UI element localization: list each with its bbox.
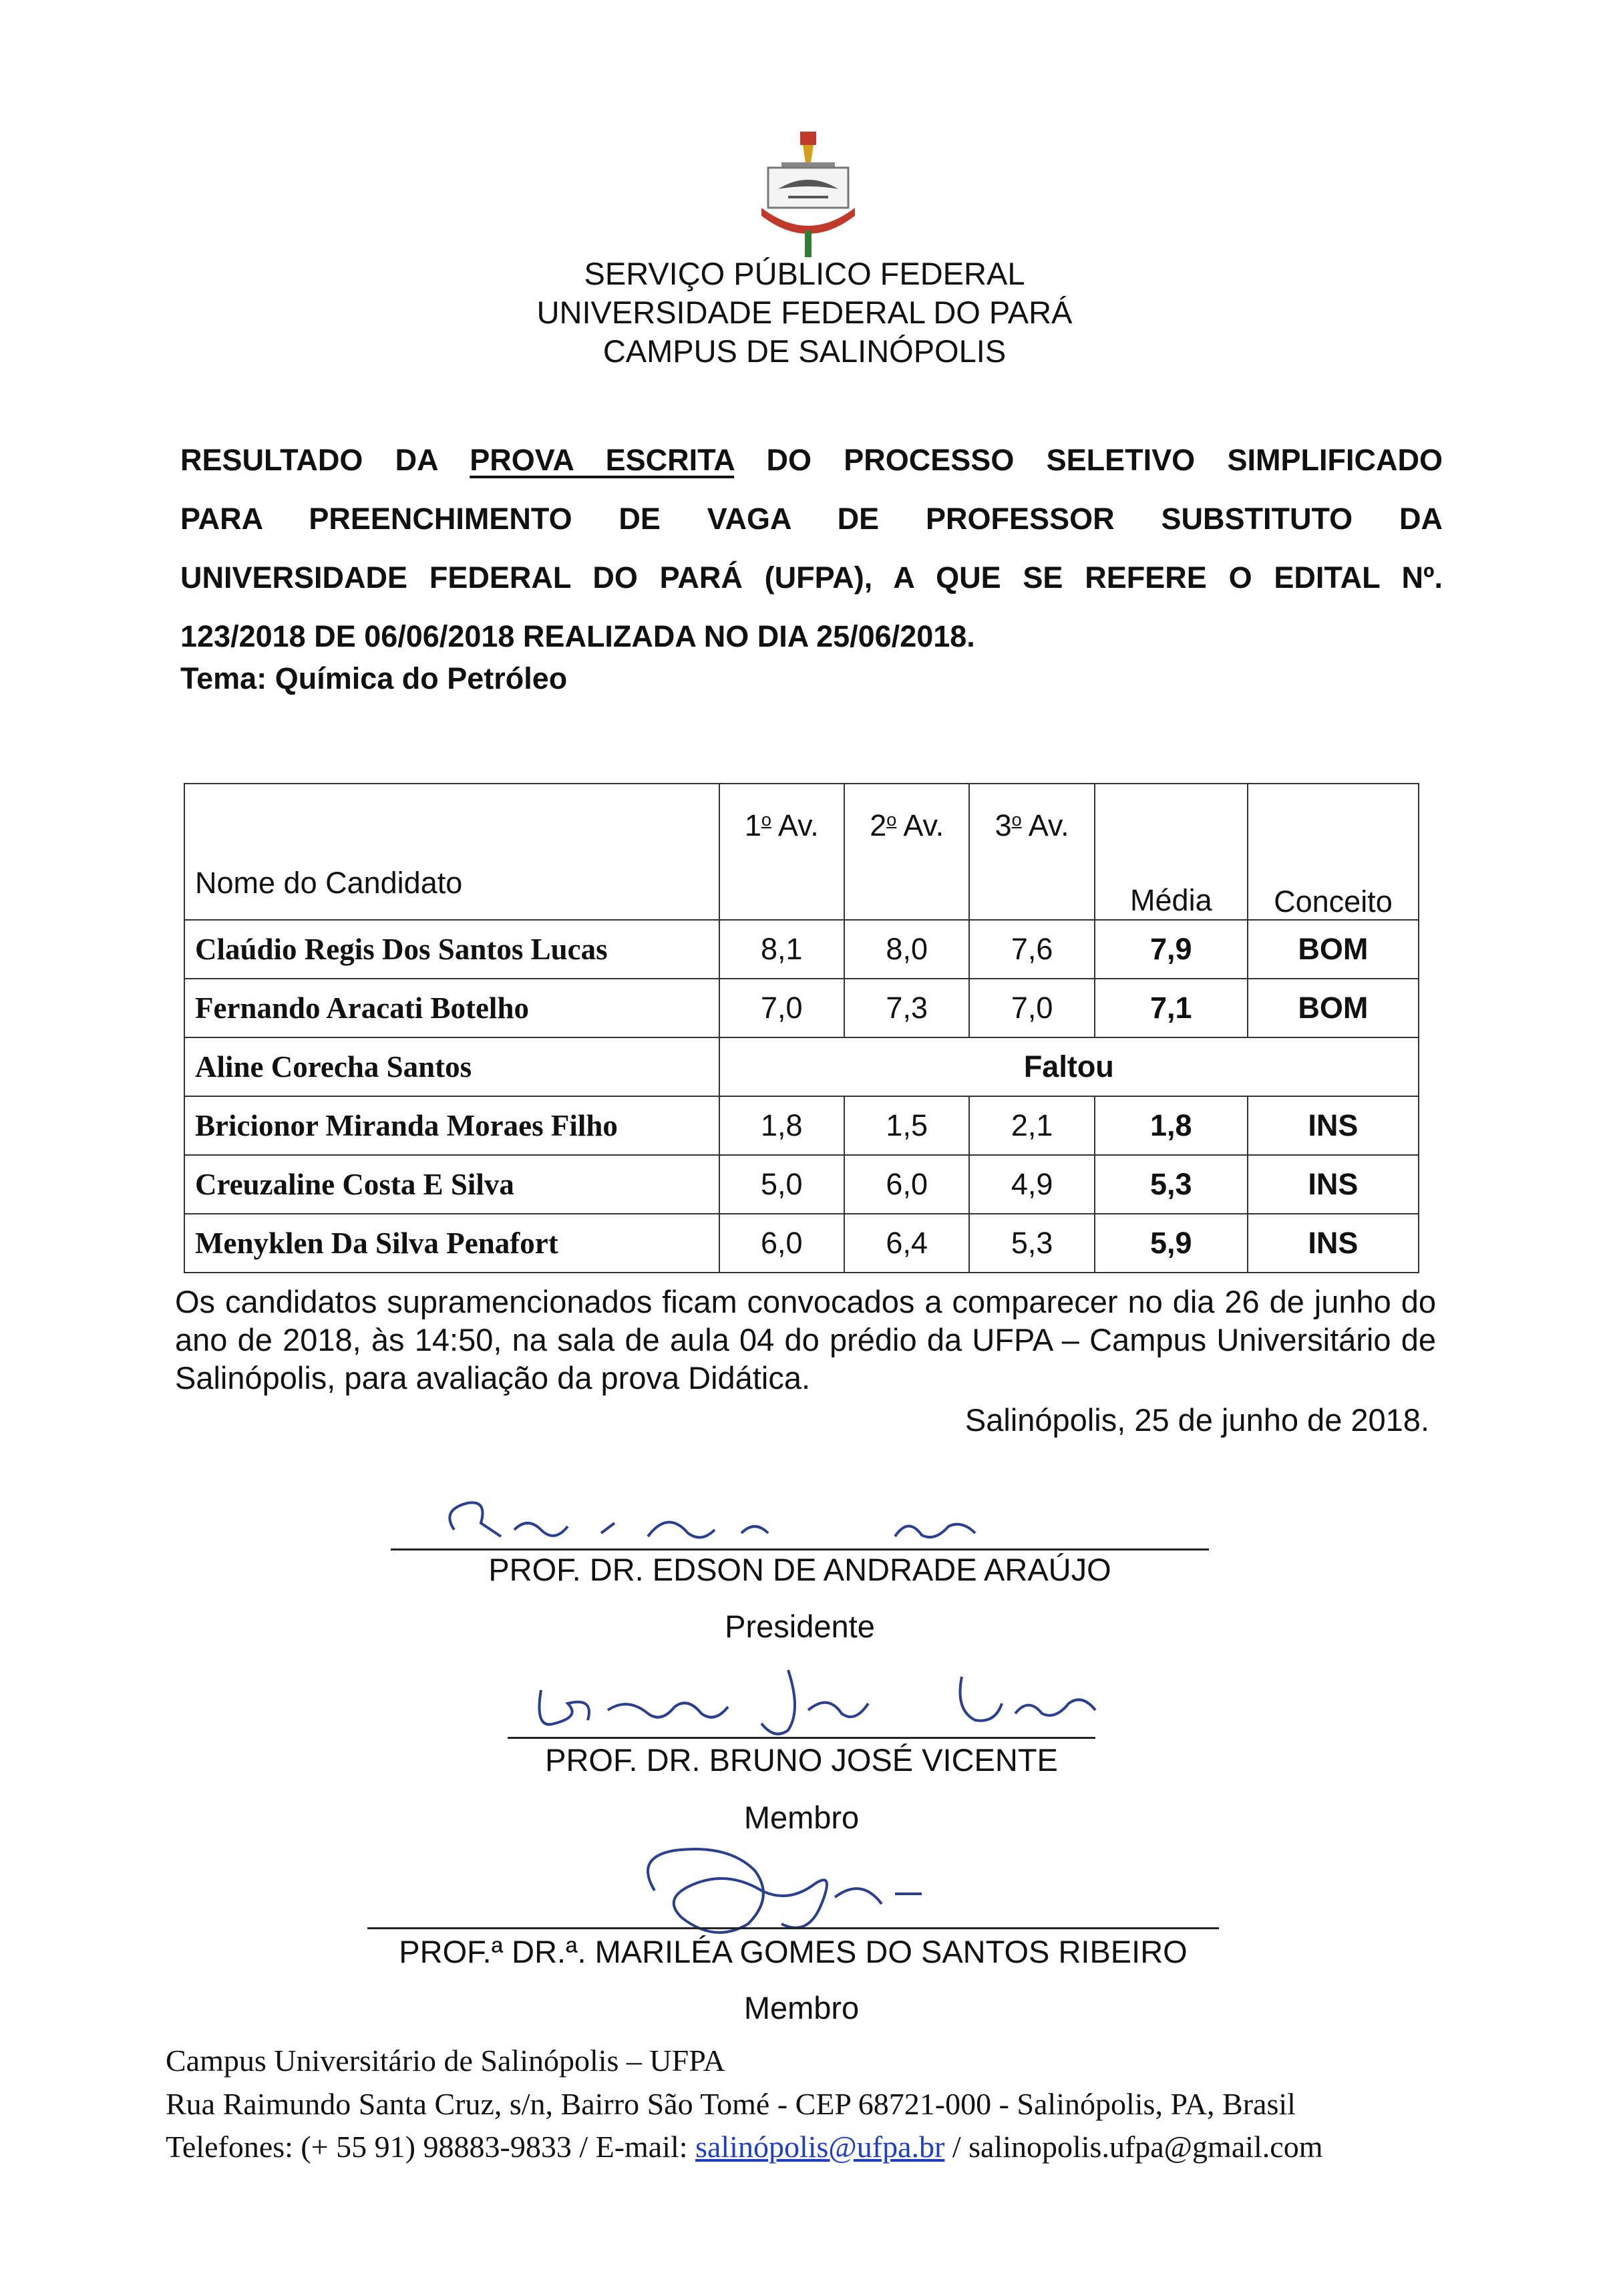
ufpa-seal-icon xyxy=(741,130,875,264)
concept: INS xyxy=(1248,1155,1419,1214)
signature-line-2 xyxy=(508,1737,1095,1739)
footer-campus: Campus Universitário de Salinópolis – UFPA xyxy=(166,2043,725,2078)
absent-status: Faltou xyxy=(719,1037,1419,1096)
header-av1: 1$^o$ Av. xyxy=(719,784,844,920)
document-title xyxy=(180,431,1443,666)
signature-line-3 xyxy=(367,1927,1219,1929)
candidate-name: Claúdio Regis Dos Santos Lucas xyxy=(184,920,719,979)
handwritten-signature-1 xyxy=(427,1483,1042,1556)
candidate-name: Creuzaline Costa E Silva xyxy=(184,1155,719,1214)
concept: BOM xyxy=(1248,979,1419,1037)
candidate-name: Aline Corecha Santos xyxy=(184,1037,719,1096)
header-name: Nome do Candidato xyxy=(184,784,719,920)
concept: INS xyxy=(1248,1096,1419,1155)
results-table xyxy=(184,783,1419,1273)
score-av3: 7,0 xyxy=(969,979,1094,1037)
email-secondary: salinopolis.ufpa@gmail.com xyxy=(968,2130,1323,2164)
convocation-paragraph: Os candidatos supramencionados ficam convocados a comparecer no dia 26 de junho do ano de 2018, às 14:50, na sala de aula 04 do prédio da UFPA – Campus Universitário de Salinópolis, para avaliação da prova Didática. xyxy=(175,1284,1436,1396)
title-line-1: RESULTADO DA PROVA ESCRITA DO PROCESSO SELETIVO SIMPLIFICADO xyxy=(180,443,1443,477)
score-av1: 8,1 xyxy=(719,920,844,979)
table-row xyxy=(184,1155,1419,1214)
score-av2: 7,3 xyxy=(844,979,969,1037)
signatory-role-1: Presidente xyxy=(725,1609,875,1644)
header-av2: 2$^o$ Av. xyxy=(844,784,969,920)
document-date: Salinópolis, 25 de junho de 2018. xyxy=(964,1402,1429,1438)
score-av2: 6,0 xyxy=(844,1155,969,1214)
score-media: 5,3 xyxy=(1095,1155,1248,1214)
score-av1: 1,8 xyxy=(719,1096,844,1155)
email-link[interactable]: salinópolis@ufpa.br xyxy=(695,2130,945,2164)
score-av3: 4,9 xyxy=(969,1155,1094,1214)
score-media: 7,9 xyxy=(1095,920,1248,979)
table-row xyxy=(184,979,1419,1037)
header-media: Média xyxy=(1095,784,1248,920)
score-av2: 6,4 xyxy=(844,1214,969,1273)
score-av3: 2,1 xyxy=(969,1096,1094,1155)
score-av1: 5,0 xyxy=(719,1155,844,1214)
table-row xyxy=(184,1214,1419,1273)
signature-line-1 xyxy=(391,1548,1209,1550)
score-av1: 6,0 xyxy=(719,1214,844,1273)
header-av3: 3$^o$ Av. xyxy=(969,784,1094,920)
header-campus: CAMPUS DE SALINÓPOLIS xyxy=(602,333,1007,369)
theme-label: Tema: Química do Petróleo xyxy=(180,661,568,695)
score-media: 5,9 xyxy=(1095,1214,1248,1273)
signatory-role-3: Membro xyxy=(743,1990,860,2025)
table-row xyxy=(184,920,1419,979)
candidate-name: Menyklen Da Silva Penafort xyxy=(184,1214,719,1273)
signatory-name-1: PROF. DR. EDSON DE ANDRADE ARAÚJO xyxy=(488,1552,1111,1587)
score-av3: 5,3 xyxy=(969,1214,1094,1273)
table-header-row xyxy=(184,784,1419,920)
signatory-name-3: PROF.ª DR.ª. MARILÉA GOMES DO SANTOS RIBEIRO xyxy=(399,1934,1188,1969)
score-av3: 7,6 xyxy=(969,920,1094,979)
table-row xyxy=(184,1037,1419,1096)
title-underlined-phrase: PROVA ESCRITA xyxy=(470,443,735,477)
handwritten-signature-2 xyxy=(494,1657,1135,1744)
score-av1: 7,0 xyxy=(719,979,844,1037)
score-media: 7,1 xyxy=(1095,979,1248,1037)
footer-address: Rua Raimundo Santa Cruz, s/n, Bairro São Tomé - CEP 68721-000 - Salinópolis, PA, Brasil xyxy=(166,2087,1296,2121)
signatory-role-2: Membro xyxy=(743,1800,860,1835)
title-line-3: UNIVERSIDADE FEDERAL DO PARÁ (UFPA), A QUE SE REFERE O EDITAL Nº. xyxy=(180,560,1443,595)
title-line-4: 123/2018 DE 06/06/2018 REALIZADA NO DIA 25/06/2018. xyxy=(180,619,975,653)
header-conceito: Conceito xyxy=(1248,784,1419,920)
candidate-name: Bricionor Miranda Moraes Filho xyxy=(184,1096,719,1155)
score-media: 1,8 xyxy=(1095,1096,1248,1155)
title-line-2: PARA PREENCHIMENTO DE VAGA DE PROFESSOR SUBSTITUTO DA xyxy=(180,502,1443,536)
header-service: SERVIÇO PÚBLICO FEDERAL xyxy=(584,256,1025,291)
signatory-name-2: PROF. DR. BRUNO JOSÉ VICENTE xyxy=(545,1742,1058,1778)
score-av2: 8,0 xyxy=(844,920,969,979)
table-row xyxy=(184,1096,1419,1155)
concept: BOM xyxy=(1248,920,1419,979)
score-av2: 1,5 xyxy=(844,1096,969,1155)
header-university: UNIVERSIDADE FEDERAL DO PARÁ xyxy=(536,295,1073,330)
concept: INS xyxy=(1248,1214,1419,1273)
candidate-name: Fernando Aracati Botelho xyxy=(184,979,719,1037)
footer-contact: Telefones: (+ 55 91) 98883-9833 / E-mail: salinópolis@ufpa.br / salinopolis.ufpa@gmail.com xyxy=(166,2130,1323,2164)
